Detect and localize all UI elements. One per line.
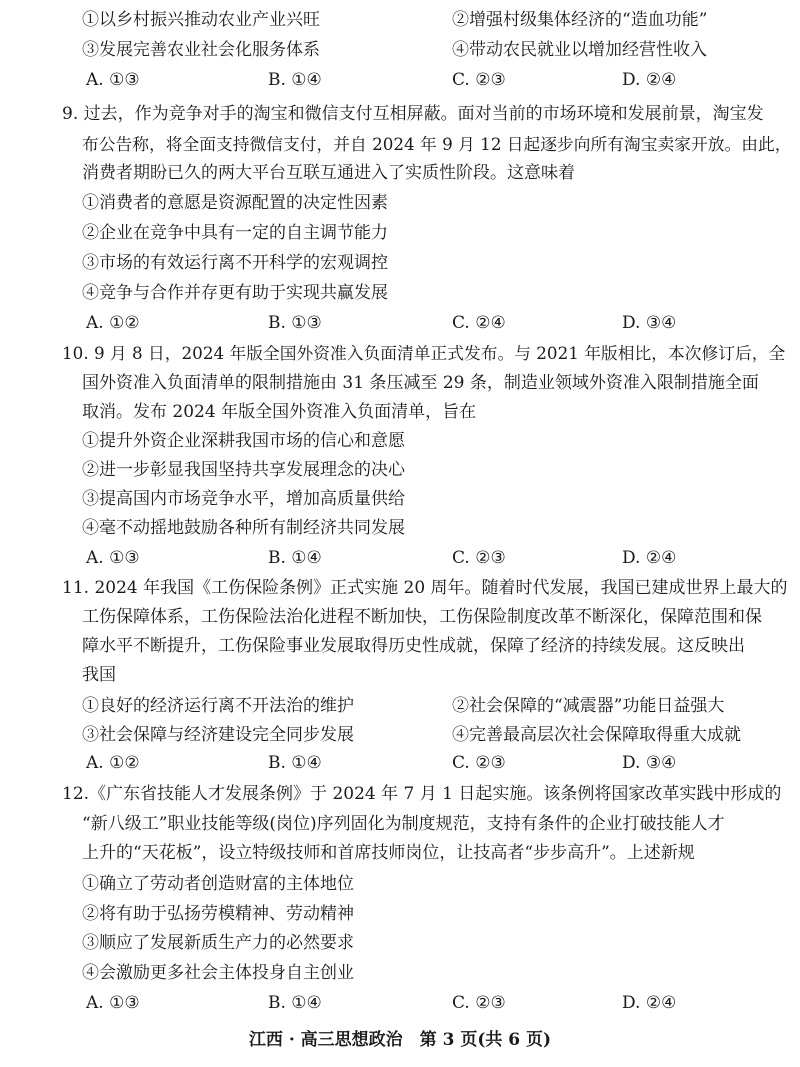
q10-stem-line-3: 取消。发布 2024 年版全国外资准入负面清单，旨在 <box>82 402 477 422</box>
q9-stem-line-2: 布公告称，将全面支持微信支付，并自 2024 年 9 月 12 日起逐步向所有淘宝卖家开放。由此， <box>82 134 792 154</box>
q11-stem-line-2: 工伤保障体系，工伤保险法治化进程不断加快，工伤保险制度改革不断深化，保障范围和保 <box>82 607 762 627</box>
q9-option-1: ①消费者的意愿是资源配置的决定性因素 <box>82 193 388 213</box>
q10-choice-d: D. ②④ <box>622 548 677 568</box>
q11-option-2: ②社会保障的“减震器”功能日益强大 <box>452 696 725 716</box>
q11-stem-line-3: 障水平不断提升，工伤保险事业发展取得历史性成就，保障了经济的持续发展。这反映出 <box>82 636 745 656</box>
q12-option-3: ③顺应了发展新质生产力的必然要求 <box>82 933 354 953</box>
q12-stem-line-2: “新八级工”职业技能等级(岗位)序列固化为制度规范，支持有条件的企业打破技能人才 <box>82 814 725 834</box>
q8-choice-c: C. ②③ <box>452 70 506 90</box>
q12-option-1: ①确立了劳动者创造财富的主体地位 <box>82 874 354 894</box>
q11-option-4: ④完善最高层次社会保障取得重大成就 <box>452 725 741 745</box>
q10-choice-a: A. ①③ <box>86 548 140 568</box>
q9-stem-line-1: 9. 过去，作为竞争对手的淘宝和微信支付互相屏蔽。面对当前的市场环境和发展前景，淘宝发 <box>62 104 764 124</box>
q10-stem-line-1: 10. 9 月 8 日，2024 年版全国外资准入负面清单正式发布。与 2021 年版相比，本次修订后，全 <box>62 343 786 363</box>
q12-option-4: ④会激励更多社会主体投身自主创业 <box>82 963 354 983</box>
q10-stem-line-2: 国外资准入负面清单的限制措施由 31 条压减至 29 条，制造业领域外资准入限制措施全面 <box>82 373 759 393</box>
q11-option-3: ③社会保障与经济建设完全同步发展 <box>82 725 354 745</box>
q12-stem-line-1: 12.《广东省技能人才发展条例》于 2024 年 7 月 1 日起实施。该条例将国家改革实践中形成的 <box>62 784 782 804</box>
q11-choice-a: A. ①② <box>86 753 140 773</box>
q9-option-3: ③市场的有效运行离不开科学的宏观调控 <box>82 253 388 273</box>
q8-option-2: ②增强村级集体经济的“造血功能” <box>452 10 708 30</box>
page-footer: 江西 · 高三思想政治 第 3 页(共 6 页) <box>248 1030 552 1050</box>
q9-choice-d: D. ③④ <box>622 313 677 333</box>
q12-choice-d: D. ②④ <box>622 993 677 1013</box>
q10-option-1: ①提升外资企业深耕我国市场的信心和意愿 <box>82 431 405 451</box>
q11-choice-b: B. ①④ <box>268 753 322 773</box>
q12-choice-a: A. ①③ <box>86 993 140 1013</box>
q10-option-3: ③提高国内市场竞争水平，增加高质量供给 <box>82 489 405 509</box>
q9-choice-a: A. ①② <box>86 313 140 333</box>
q11-option-1: ①良好的经济运行离不开法治的维护 <box>82 696 354 716</box>
q9-option-2: ②企业在竞争中具有一定的自主调节能力 <box>82 223 388 243</box>
q8-choice-a: A. ①③ <box>86 70 140 90</box>
q10-option-2: ②进一步彰显我国坚持共享发展理念的决心 <box>82 460 405 480</box>
q12-stem-line-3: 上升的“天花板”，设立特级技师和首席技师岗位，让技高者“步步高升”。上述新规 <box>82 843 695 863</box>
q12-choice-c: C. ②③ <box>452 993 506 1013</box>
q8-option-4: ④带动农民就业以增加经营性收入 <box>452 40 707 60</box>
q10-choice-c: C. ②③ <box>452 548 506 568</box>
q12-option-2: ②将有助于弘扬劳模精神、劳动精神 <box>82 904 354 924</box>
q9-stem-line-3: 消费者期盼已久的两大平台互联互通进入了实质性阶段。这意味着 <box>82 163 575 183</box>
q9-choice-b: B. ①③ <box>268 313 322 333</box>
q11-stem-line-1: 11. 2024 年我国《工伤保险条例》正式实施 20 周年。随着时代发展，我国已建成世界上最大的 <box>62 578 788 598</box>
q8-option-3: ③发展完善农业社会化服务体系 <box>82 40 320 60</box>
q11-choice-d: D. ③④ <box>622 753 677 773</box>
q11-choice-c: C. ②③ <box>452 753 506 773</box>
q8-option-1: ①以乡村振兴推动农业产业兴旺 <box>82 10 320 30</box>
q9-choice-c: C. ②④ <box>452 313 506 333</box>
q10-option-4: ④毫不动摇地鼓励各种所有制经济共同发展 <box>82 518 405 538</box>
q8-choice-b: B. ①④ <box>268 70 322 90</box>
q10-choice-b: B. ①④ <box>268 548 322 568</box>
q9-option-4: ④竞争与合作并存更有助于实现共赢发展 <box>82 283 388 303</box>
q11-stem-line-4: 我国 <box>82 665 116 685</box>
q8-choice-d: D. ②④ <box>622 70 677 90</box>
q12-choice-b: B. ①④ <box>268 993 322 1013</box>
